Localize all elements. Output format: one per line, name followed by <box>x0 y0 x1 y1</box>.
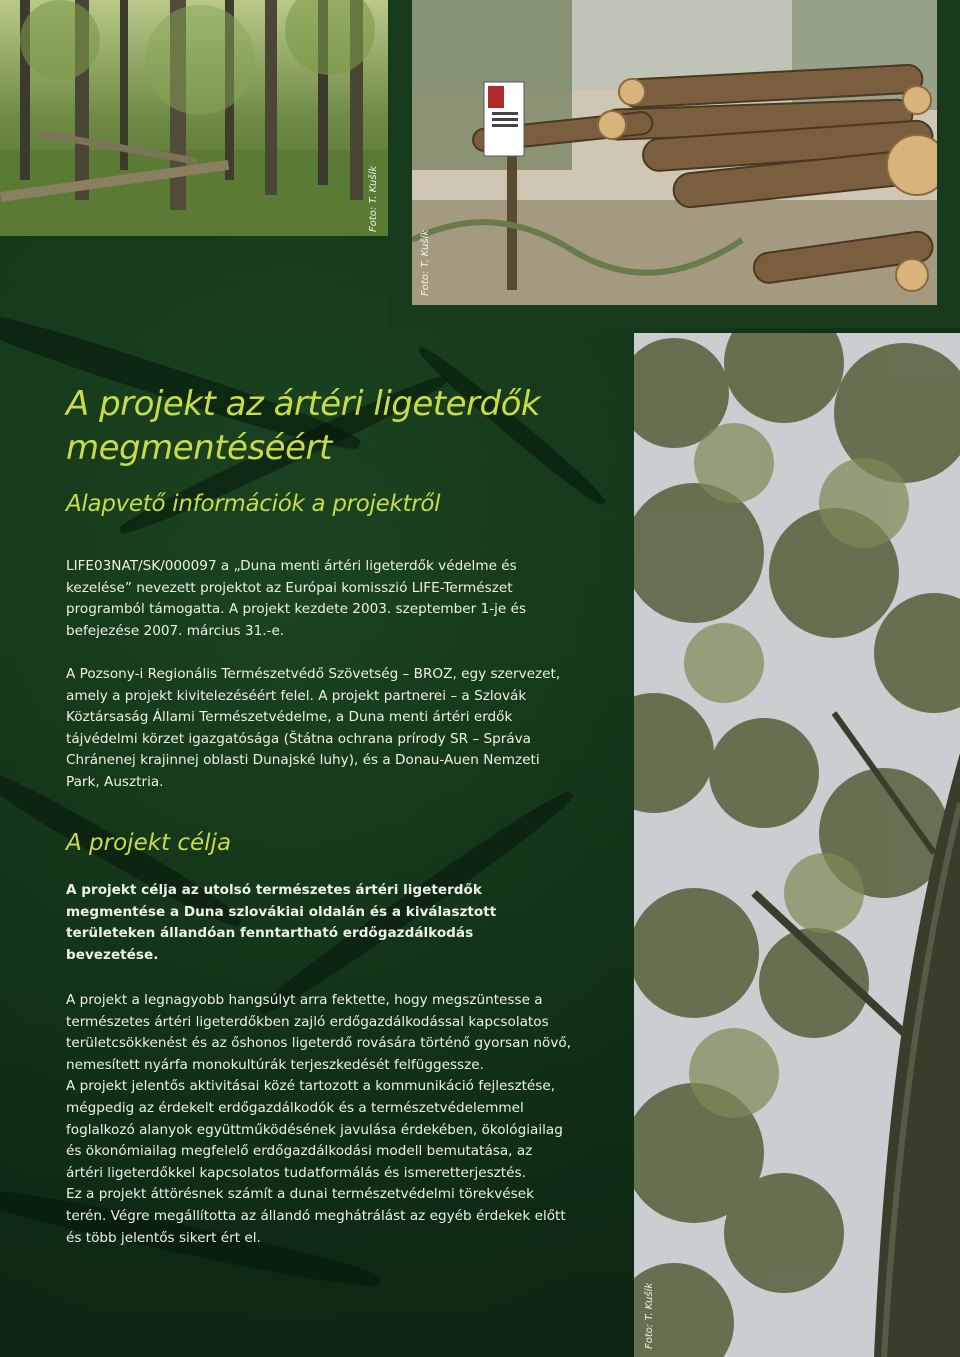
photo-credit: Foto: T. Kušík <box>420 229 431 296</box>
partners-paragraph: A Pozsony-i Regionális Természetvédő Szövetség – BROZ, egy szervezet, amely a projekt kivitelezéséért felel. A projekt partnerei – a Szlovák Köztársaság Állami Természetvédelme, a Duna menti ártéri erdők tájvédelmi körzet igazgatósága (Štátna ochrana prírody SR – Správa Chránenej krajinnej oblasti Dunajské luhy), és a Donau-Auen Nemzeti Park, Ausztria. <box>66 666 561 790</box>
section-heading: A projekt célja <box>66 830 232 856</box>
intro-paragraph: LIFE03NAT/SK/000097 a „Duna menti ártéri ligeterdők védelme és kezelése” nevezett projektot az Európai komisszió LIFE-Természet programból támogatta. A projekt kezdete 2003. szeptember 1-je és befejezése 2007. március 31.-e. <box>66 558 527 639</box>
photo-credit: Foto: T. Kušík <box>644 1282 655 1349</box>
forest-photo <box>0 0 388 236</box>
photo-credit: Foto: T. Kušík <box>368 165 379 232</box>
logging-photo-frame <box>388 0 960 328</box>
tree-canopy-photo <box>634 333 960 1357</box>
goal-body <box>66 990 571 1249</box>
body-paragraph: A projekt jelentős aktivitásai közé tartozott a kommunikáció fejlesztése, mégpedig az érdekelt erdőgazdálkodók és a természetvédelemmel foglalkozó alanyok együttműködésének javulása érdekében, ökológiailag és ökonómiailag megfelelő erdőgazdálkodási modell bemutatása, az ártéri ligeterdőkkel kapcsolatos tudatformálás és ismeretterjesztés. <box>66 1078 563 1181</box>
page-title: A projekt az ártéri ligeterdők megmentéséért <box>66 384 541 468</box>
body-paragraph: A projekt a legnagyobb hangsúlyt arra fektette, hogy megszüntesse a természetes ártéri ligeterdőkben zajló erdőgazdálkodással kapcsolatos területcsökkenést és az őshonos ligeterdő rovására történő gyorsan növő, nemesített nyárfa monokultúrák terjeszkedését felfüggessze. <box>66 992 572 1073</box>
logging-photo <box>412 0 937 305</box>
goal-statement: A projekt célja az utolsó természetes ártéri ligeterdők megmentése a Duna szlovákiai oldalán és a kiválasztott területeken állandóan fenntartható erdőgazdálkodás bevezetése. <box>66 882 497 963</box>
body-paragraph: Ez a projekt áttörésnek számít a dunai természetvédelmi törekvések terén. Végre megállította az állandó meghátrálást az egyéb érdekek előtt és több jelentős sikert ért el. <box>66 1186 566 1246</box>
page-subtitle: Alapvető információk a projektről <box>66 491 441 517</box>
